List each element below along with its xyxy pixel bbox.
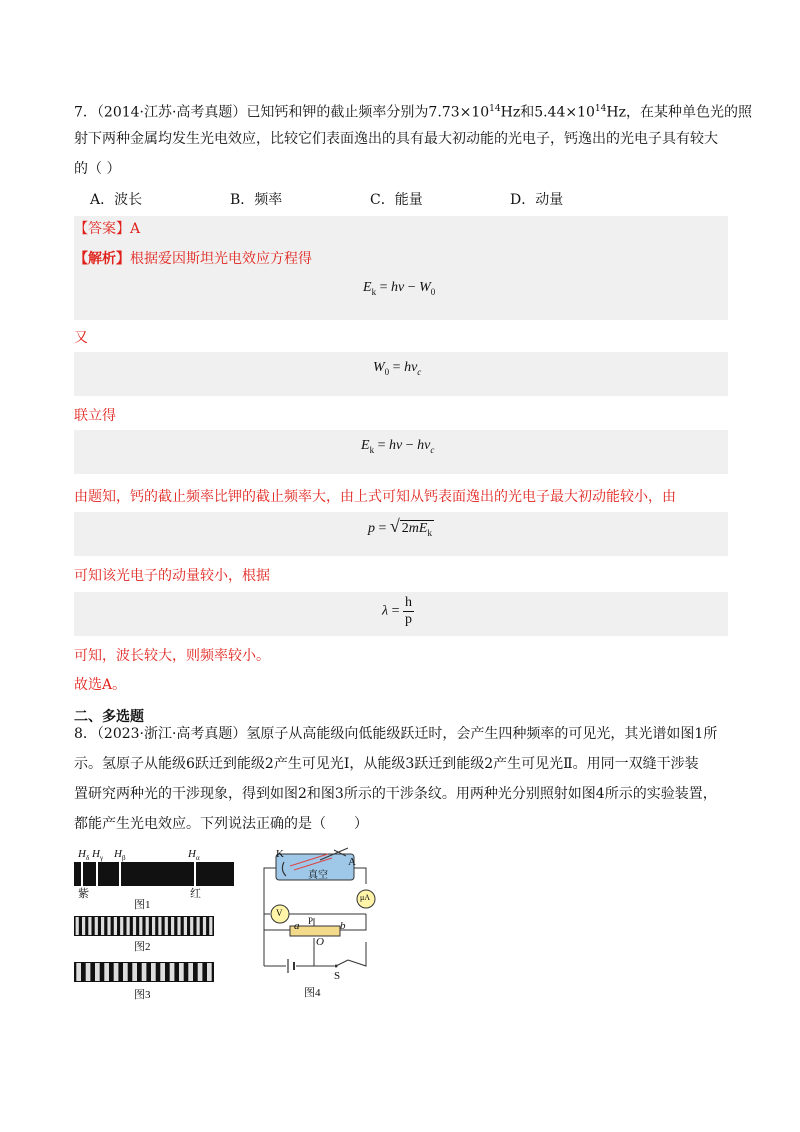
fig4-caption: 图4 [304,987,321,999]
bright-fringe [86,963,91,981]
bright-fringe [123,963,128,981]
section-heading: 二、多选题 [74,709,144,725]
figure-1: $H_\delta$ $H_\gamma$ $H_\beta$ $H_\alpha$ 紫 红 图1 [74,848,234,908]
label-vacuum: 真空 [308,870,328,881]
bright-fringe [95,963,100,981]
bright-fringe [151,963,156,981]
bright-fringe [160,963,165,981]
bright-fringe [82,917,85,935]
bright-fringe [203,917,206,935]
label-a-end: a [294,920,300,932]
text-kezhi: 可知该光电子的动量较小，根据 [74,568,270,584]
q7-line3: 的（ ） [74,161,121,177]
analysis-label: 【解析】 [74,251,130,267]
bright-fringe [120,917,123,935]
label-microammeter: μA [360,893,371,902]
label-o: O [316,936,324,948]
bright-fringe [184,917,187,935]
bright-fringe [165,917,168,935]
answer-label: 【答案】A [74,221,141,237]
bright-fringe [142,963,147,981]
fig3-caption: 图3 [134,989,151,1001]
formula-w0: $W_0 = h\nu_c$ [373,360,422,377]
bright-fringe [190,917,193,935]
label-red: 红 [190,888,201,900]
fraction-h-over-p: $\frac{h}{p}$ [404,595,412,627]
bright-fringe [146,917,149,935]
option-b: B．频率 [230,192,283,208]
fig1-caption: 图1 [134,899,151,911]
label-a: A [348,856,356,868]
figure-3 [74,962,214,1002]
formula-ek-1: $E_k = h\nu - W_0$ [363,280,436,297]
text-lianli: 联立得 [74,408,116,424]
bright-fringe [197,917,200,935]
bright-fringe [152,917,155,935]
label-k: K [276,848,284,860]
q8-line1: 8．（2023·浙江·高考真题）氢原子从高能级向低能级跃迁时，会产生四种频率的可见光，其光谱如图1所 [74,726,718,742]
label-s: S [334,970,341,982]
formula-lambda: λ = $\frac{h}{p}$ [382,595,412,627]
text-youti: 由题知，钙的截止频率比钾的截止频率大，由上式可知从钙表面逸出的光电子最大初动能较小，由 [74,489,676,505]
bright-fringe [114,917,117,935]
bright-fringe [95,917,98,935]
fringe-pattern-3 [74,962,214,982]
spectrum-bar [74,862,234,886]
fig2-caption: 图2 [134,941,151,953]
bright-fringe [158,917,161,935]
bright-fringe [76,963,81,981]
bright-fringe [170,963,175,981]
bright-fringe [76,917,79,935]
figure-2 [74,916,214,956]
text-bochang: 可知，波长较大，则频率较小。 [74,648,270,664]
q8-line3: 置研究两种光的干涉现象，得到如图2和图3所示的干涉条纹。用两种光分别照射如图4所示的实验装置， [74,786,717,802]
text-guxuan: 故选A。 [74,677,127,693]
option-c: C．能量 [370,192,423,208]
option-a: A．波长 [90,192,143,208]
bright-fringe [114,963,119,981]
analysis-text: 根据爱因斯坦光电效应方程得 [130,251,312,267]
q7-line1: 7．（2014·江苏·高考真题）已知钙和钾的截止频率分别为$7.73\times 10^{14}Hz$和$5.44\times 10^{14}Hz$，在某种单色光的照 [74,104,752,121]
analysis-line [74,248,312,270]
bright-fringe [207,963,212,981]
q8-line2: 示。氢原子从能级6跃迁到能级2产生可见光Ⅰ，从能级3跃迁到能级2产生可见光Ⅱ。用同一双缝干涉装 [74,756,699,772]
q7-options [90,189,650,211]
bright-fringe [127,917,130,935]
bright-fringe [198,963,203,981]
text-you: 又 [74,330,88,346]
bright-fringe [133,917,136,935]
bright-fringe [104,963,109,981]
bright-fringe [171,917,174,935]
bright-fringe [107,917,110,935]
label-p: P [308,916,314,926]
bright-fringe [188,963,193,981]
formula-p: p = √ $2mE_k$ [368,516,432,538]
bright-fringe [88,917,91,935]
bright-fringe [101,917,104,935]
q8-line4: 都能产生光电效应。下列说法正确的是（ ） [74,816,368,832]
label-voltmeter: V [276,908,283,918]
label-violet: 紫 [78,888,89,900]
bright-fringe [179,963,184,981]
bright-fringe [132,963,137,981]
fringe-pattern-2 [74,916,214,936]
bright-fringe [177,917,180,935]
figure-4 [250,846,390,1006]
bright-fringe [209,917,212,935]
option-d: D．动量 [510,192,564,208]
bright-fringe [139,917,142,935]
formula-ek-2: $E_k = h\nu - h\nu_c$ [361,438,435,455]
label-b-end: b [340,920,346,932]
q7-line2: 射下两种金属均发生光电效应，比较它们表面逸出的具有最大初动能的光电子，钙逸出的光电子具有较大 [74,131,718,147]
